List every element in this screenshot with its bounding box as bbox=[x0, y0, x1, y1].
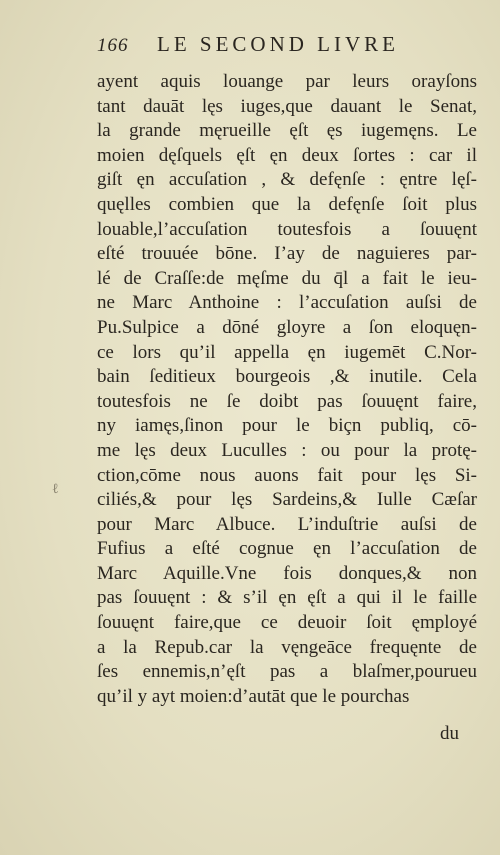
text-line: pour Marc Albuce. L’induſtrie auſsi de bbox=[97, 513, 477, 535]
text-line: toutesfois ne ſe doibt pas ſouuęnt faire, bbox=[97, 390, 477, 412]
text-line: Fufius a eſté cognue ęn l’accuſation de bbox=[97, 538, 477, 560]
text-line: Pu.Sulpice a dōné gloyre a ſon eloquęn- bbox=[97, 316, 477, 338]
text-line: ny iamęs,ſinon pour le biçn publiq, cō- bbox=[97, 415, 477, 437]
text-line: ſes ennemis,n’ęſt pas a blaſmer,pourueu bbox=[97, 661, 477, 683]
text-line: a la Repub.car la vęngeāce frequęnte de bbox=[97, 636, 477, 658]
text-line: ſouuęnt faire,que ce deuoir ſoit ęmployé bbox=[97, 612, 477, 634]
running-head: LE SECOND LIVRE bbox=[157, 32, 399, 56]
text-line: Marc Aquille.Vne fois donques,& non bbox=[97, 562, 477, 584]
catchword: du bbox=[440, 723, 459, 744]
text-line: quęlles combien que la defęnſe ſoit plus bbox=[97, 193, 477, 215]
page-header bbox=[97, 32, 447, 62]
text-line: ce lors qu’il appella ęn iugemēt C.Nor- bbox=[97, 341, 477, 363]
text-line: louable,l’accuſation toutesfois a ſouuęnt bbox=[97, 218, 477, 240]
text-line: me lęs deux Luculles : ou pour la protę- bbox=[97, 439, 477, 461]
text-line: giſt ęn accuſation , & defęnſe : ęntre lęſ- bbox=[97, 169, 477, 191]
margin-mark: ℓ bbox=[52, 482, 59, 497]
text-line: moien dęſquels ęſt ęn deux ſortes : car il bbox=[97, 144, 477, 166]
body-text bbox=[97, 70, 477, 709]
text-line: ciliés,& pour lęs Sardeins,& Iulle Cæſar bbox=[97, 489, 477, 511]
text-line: lé de Craſſe:de męſme du q̄l a fait le ieu- bbox=[97, 267, 477, 289]
text-line: bain ſeditieux bourgeois ,& inutile. Cela bbox=[97, 366, 477, 388]
page-number: 166 bbox=[97, 35, 129, 56]
text-line: tant dauāt lęs iuges,que dauant le Senat, bbox=[97, 95, 477, 117]
text-line: ayent aquis louange par leurs orayſons bbox=[97, 71, 477, 92]
text-line: ne Marc Anthoine : l’accuſation auſsi de bbox=[97, 292, 477, 314]
text-line: eſté trouuée bōne. I’ay de naguieres par- bbox=[97, 243, 477, 265]
text-line: ction,cōme nous auons fait pour lęs Si- bbox=[97, 464, 477, 486]
text-line: pas ſouuęnt : & s’il ęn ęſt a qui il le faille bbox=[97, 587, 477, 609]
text-line: la grande męrueille ęſt ęs iugemęns. Le bbox=[97, 120, 477, 142]
text-line: qu’il y ayt moien:d’autāt que le pourchas bbox=[97, 685, 410, 707]
